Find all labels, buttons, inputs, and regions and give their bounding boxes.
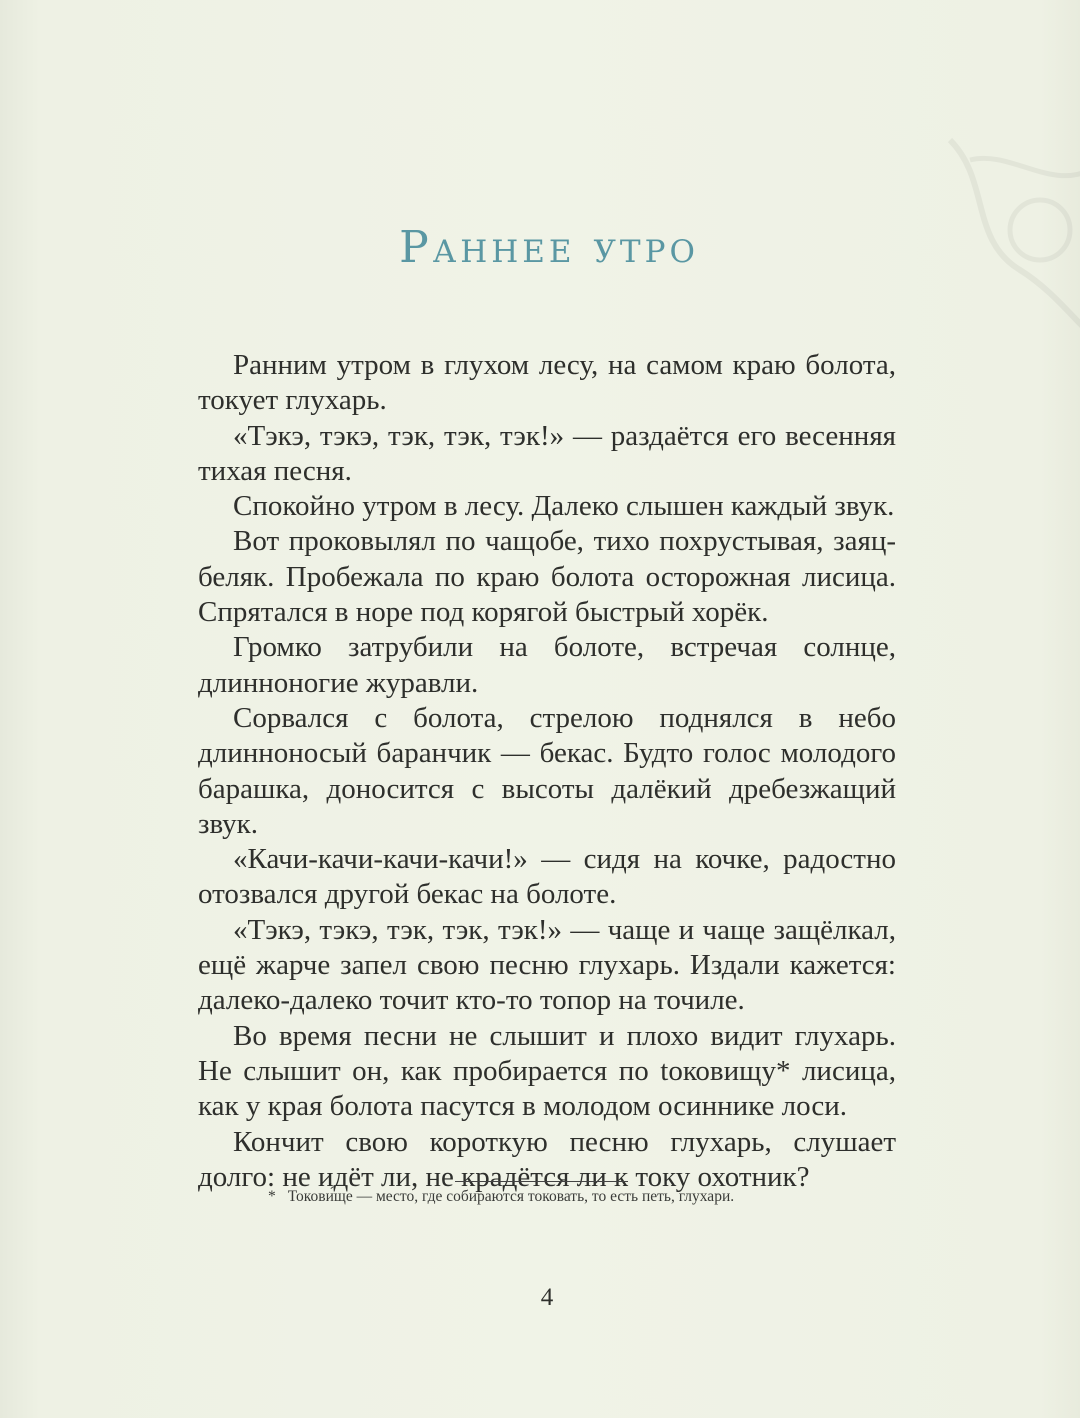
paragraph: Громко затрубили на болоте, встречая солнце, длинноногие журавли. <box>198 631 896 699</box>
footnote-mark: * <box>268 1188 276 1205</box>
chapter-title: Раннее утро <box>399 222 699 273</box>
paragraph: «Тэкэ, тэкэ, тэк, тэк, тэк!» — раздаётся его весенняя тихая песня. <box>198 419 896 487</box>
paragraph: Вот проковылял по чащобе, тихо похрустывая, заяц-беляк. Пробежала по краю болота осторожная лисица. Спрятался в норе под корягой быстрый хорёк. <box>198 525 896 629</box>
page-number: 4 <box>540 1284 554 1311</box>
footnote-text: Токови́ще — место, где собираются токовать, то есть петь, глухари. <box>287 1188 735 1205</box>
footnote-divider <box>455 1181 628 1182</box>
footnote <box>268 1188 868 1206</box>
story-text <box>198 348 896 1195</box>
paragraph: Во время песни не слышит и плохо видит глухарь. Не слышит он, как пробирается по toковищу* лисица, как у края болота пасутся в молодом осиннике лоси. <box>198 1019 896 1123</box>
paragraph: «Тэкэ, тэкэ, тэк, тэк, тэк!» — чаще и чаще защёлкал, ещё жарче запел свою песню глухарь. Издали кажется: далеко-далеко точит кто-то топор на точиле. <box>198 913 896 1017</box>
paragraph: Кончит свою короткую песню глухарь, слушает долго: не идёт ли, не крадётся ли к току охотник? <box>198 1125 896 1193</box>
paragraph: Сорвался с болота, стрелою поднялся в небо длинноносый баранчик — бекас. Будто голос молодого барашка, доносится с высоты далёкий дребезжащий звук. <box>198 701 896 840</box>
paragraph: Спокойно утром в лесу. Далеко слышен каждый звук. <box>233 490 895 523</box>
paragraph: «Качи-качи-качи-качи!» — сидя на кочке, радостно отозвался другой бекас на болоте. <box>198 843 896 911</box>
paragraph: Ранним утром в глухом лесу, на самом краю болота, токует глухарь. <box>198 349 896 417</box>
